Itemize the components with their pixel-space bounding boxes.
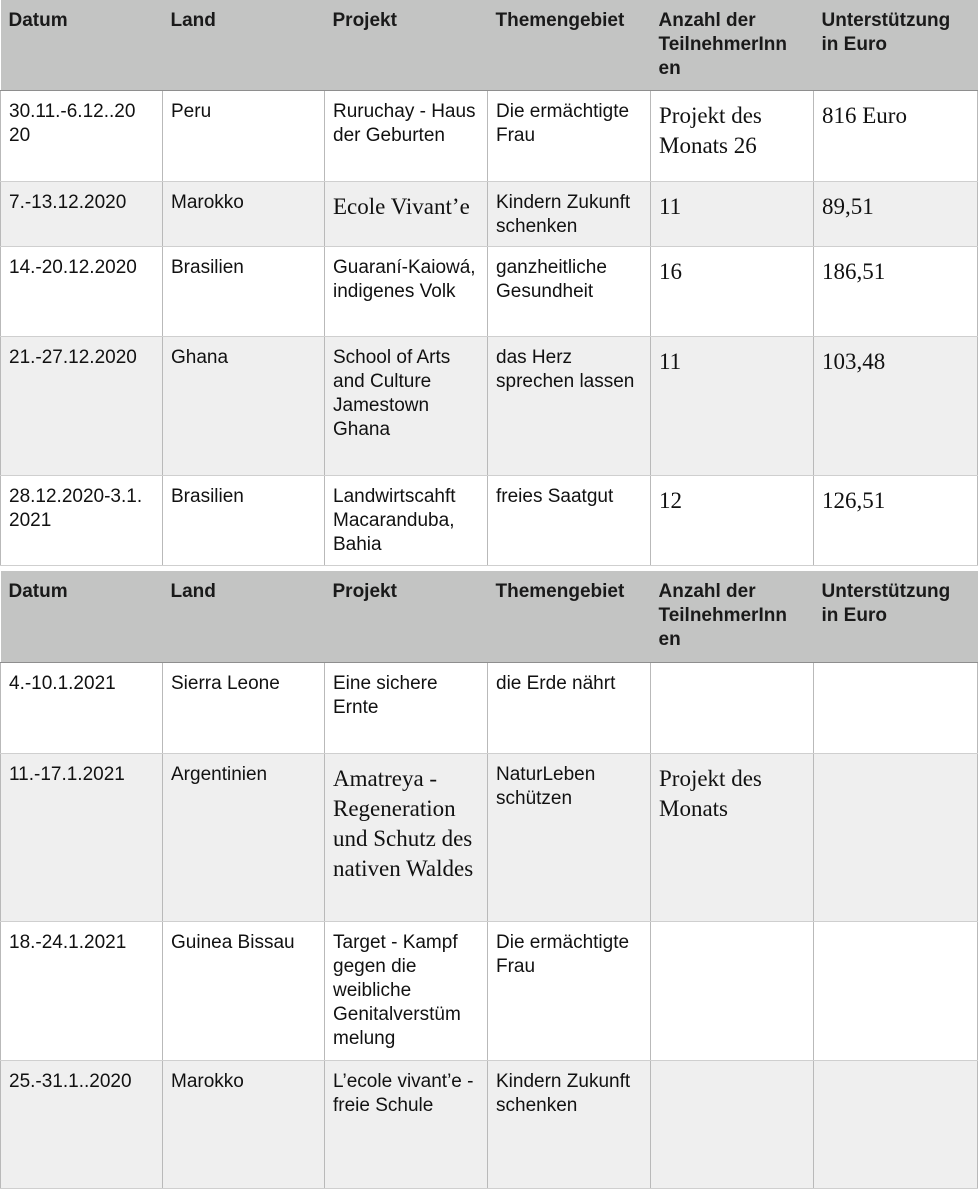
cell-land: Sierra Leone: [163, 662, 325, 753]
cell-anzahl: [651, 921, 814, 1060]
cell-euro: 816 Euro: [814, 90, 978, 181]
table-row: [1, 181, 978, 246]
cell-datum: 11.-17.1.2021: [1, 753, 163, 921]
cell-land: Guinea Bissau: [163, 921, 325, 1060]
cell-land: Marokko: [163, 1060, 325, 1188]
cell-land: Peru: [163, 90, 325, 181]
cell-datum: 7.-13.12.2020: [1, 181, 163, 246]
cell-datum: 28.12.2020-3.1. 2021: [1, 475, 163, 565]
cell-thema: Die ermächtigte Frau: [488, 921, 651, 1060]
header-anzahl: Anzahl der TeilnehmerInn en: [651, 571, 814, 662]
table-row: [1, 662, 978, 753]
cell-euro: [814, 921, 978, 1060]
header-row: [1, 0, 978, 90]
table-row: [1, 475, 978, 565]
table-row: [1, 753, 978, 921]
cell-thema: ganzheitliche Gesundheit: [488, 246, 651, 336]
cell-thema: NaturLeben schützen: [488, 753, 651, 921]
cell-projekt: Guaraní-Kaiowá, indigenes Volk: [325, 246, 488, 336]
table-row: [1, 336, 978, 475]
cell-thema: Kindern Zukunft schenken: [488, 181, 651, 246]
table-january-2021: [0, 571, 978, 1189]
cell-projekt: Amatreya - Regeneration und Schutz des nativen Waldes: [325, 753, 488, 921]
cell-land: Brasilien: [163, 246, 325, 336]
header-row: [1, 571, 978, 662]
cell-euro: 186,51: [814, 246, 978, 336]
cell-projekt: Eine sichere Ernte: [325, 662, 488, 753]
cell-euro: 103,48: [814, 336, 978, 475]
header-datum: Datum: [1, 0, 163, 90]
header-themengebiet: Themengebiet: [488, 571, 651, 662]
header-anzahl: Anzahl der TeilnehmerInn en: [651, 0, 814, 90]
table-december-2020: [0, 0, 978, 566]
header-land: Land: [163, 571, 325, 662]
cell-euro: 126,51: [814, 475, 978, 565]
cell-thema: Kindern Zukunft schenken: [488, 1060, 651, 1188]
cell-anzahl: [651, 662, 814, 753]
cell-datum: 18.-24.1.2021: [1, 921, 163, 1060]
table-row: [1, 90, 978, 181]
cell-euro: [814, 662, 978, 753]
cell-euro: 89,51: [814, 181, 978, 246]
cell-projekt: Target - Kampf gegen die weibliche Genitalverstüm melung: [325, 921, 488, 1060]
header-datum: Datum: [1, 571, 163, 662]
cell-projekt: Ecole Vivant’e: [325, 181, 488, 246]
cell-thema: das Herz sprechen lassen: [488, 336, 651, 475]
cell-land: Marokko: [163, 181, 325, 246]
cell-projekt: School of Arts and Culture Jamestown Ghana: [325, 336, 488, 475]
header-themengebiet: Themengebiet: [488, 0, 651, 90]
cell-anzahl: Projekt des Monats: [651, 753, 814, 921]
cell-datum: 30.11.-6.12..20 20: [1, 90, 163, 181]
cell-anzahl: 11: [651, 181, 814, 246]
table-row: [1, 246, 978, 336]
header-unterstuetzung: Unterstützung in Euro: [814, 0, 978, 90]
header-projekt: Projekt: [325, 0, 488, 90]
cell-thema: Die ermächtigte Frau: [488, 90, 651, 181]
cell-anzahl: [651, 1060, 814, 1188]
cell-land: Brasilien: [163, 475, 325, 565]
cell-anzahl: 11: [651, 336, 814, 475]
cell-datum: 25.-31.1..2020: [1, 1060, 163, 1188]
cell-projekt: Ruruchay - Haus der Geburten: [325, 90, 488, 181]
cell-datum: 4.-10.1.2021: [1, 662, 163, 753]
cell-land: Argentinien: [163, 753, 325, 921]
cell-euro: [814, 753, 978, 921]
cell-datum: 14.-20.12.2020: [1, 246, 163, 336]
cell-datum: 21.-27.12.2020: [1, 336, 163, 475]
cell-anzahl: Projekt des Monats 26: [651, 90, 814, 181]
cell-thema: freies Saatgut: [488, 475, 651, 565]
cell-anzahl: 16: [651, 246, 814, 336]
cell-projekt: L’ecole vivant’e - freie Schule: [325, 1060, 488, 1188]
table-row: [1, 921, 978, 1060]
header-projekt: Projekt: [325, 571, 488, 662]
cell-land: Ghana: [163, 336, 325, 475]
cell-thema: die Erde nährt: [488, 662, 651, 753]
cell-anzahl: 12: [651, 475, 814, 565]
header-land: Land: [163, 0, 325, 90]
cell-euro: [814, 1060, 978, 1188]
table-row: [1, 1060, 978, 1188]
cell-projekt: Landwirtscahft Macaranduba, Bahia: [325, 475, 488, 565]
header-unterstuetzung: Unterstützung in Euro: [814, 571, 978, 662]
